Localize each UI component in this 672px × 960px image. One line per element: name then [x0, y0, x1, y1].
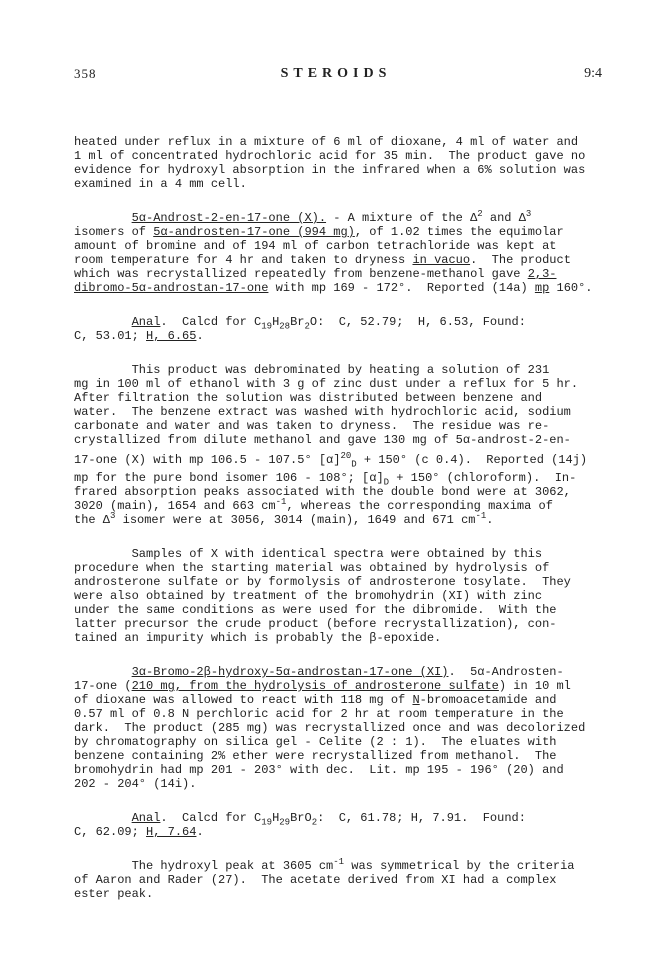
- text-line: Anal. Calcd for $C_{19}H_{28}Br_2O$: C, 52.79; H, 6.53, Found:: [131, 315, 526, 332]
- text-line: isomers of 5α-androsten-17-one (994 mg), of 1.02 times the equimolar: [74, 225, 564, 239]
- journal-title: STEROIDS: [280, 66, 392, 81]
- paragraph-reflux: [74, 135, 602, 191]
- text-line: the $\Delta^3$ isomer were at 3056, 3014 (main), 1649 and 671 $cm^{-1}$.: [74, 511, 494, 527]
- paragraph-samples: [74, 547, 602, 645]
- text-line: 17-one (210 mg, from the hydrolysis of androsterone sulfate) in 10 ml: [74, 679, 571, 693]
- paragraph-analysis-bromohydrin: [74, 811, 602, 839]
- text-line: dibromo-5α-androstan-17-one with mp 169 - 172°. Reported (14a) mp 160°.: [74, 281, 593, 295]
- text-line: bromohydrin had mp 201 - 203° with dec. Lit. mp 195 - 196° (20) and: [74, 763, 564, 777]
- text-line: amount of bromine and of 194 ml of carbon tetrachloride was kept at: [74, 239, 557, 253]
- paragraph-debromination: [74, 363, 602, 527]
- running-header: [0, 66, 672, 86]
- text-line: examined in a 4 mm cell.: [74, 177, 247, 191]
- text-line: C, 62.09; H, 7.64.: [74, 825, 204, 839]
- text-line: ester peak.: [74, 887, 154, 901]
- text-line: heated under reflux in a mixture of 6 ml of dioxane, 4 ml of water and: [74, 135, 579, 149]
- text-line: which was recrystallized repeatedly from benzene-methanol gave 2,3-: [74, 267, 557, 281]
- text-line: latter precursor the crude product (before recrystallization), con-: [74, 617, 557, 631]
- text-line: frared absorption peaks associated with the double bond were at 3062,: [74, 485, 571, 499]
- paragraph-androstenone: [74, 211, 602, 295]
- text-line: 202 - 204° (14i).: [74, 777, 197, 791]
- text-line: tained an impurity which is probably the β-epoxide.: [74, 631, 442, 645]
- text-line: mg in 100 ml of ethanol with 3 g of zinc dust under a reflux for 5 hr.: [74, 377, 579, 391]
- text-line: This product was debrominated by heating a solution of 231: [74, 363, 550, 377]
- text-line: by chromatography on silica gel - Celite (2 : 1). The eluates with: [74, 735, 557, 749]
- text-line: room temperature for 4 hr and taken to dryness in vacuo. The product: [74, 253, 571, 267]
- section-title-x: 5α-Androst-2-en-17-one (X).: [131, 211, 327, 225]
- text-line: 17-one (X) with mp 106.5 - 107.5° $[\alpha]^{20}_D + 150^\circ$ (c 0.4). Reported (14j): [74, 451, 588, 470]
- text-line: Samples of X with identical spectra were obtained by this: [74, 547, 543, 561]
- text-line: mp for the pure bond isomer 106 - 108°; $[\alpha]_D + 150^\circ$ (chloroform). In-: [74, 471, 577, 488]
- text-line: Anal. Calcd for $C_{19}H_{29}BrO_2$: C, 61.78; H, 7.91. Found:: [131, 811, 526, 828]
- text-line: carbonate and water and was taken to dryness. The residue was re-: [74, 419, 550, 433]
- volume-issue: 9:4: [584, 66, 602, 81]
- text-line: 5α-Androst-2-en-17-one (X). - A mixture of the $\Delta^2$ and $\Delta^3$: [131, 209, 532, 225]
- text-line: androsterone sulfate or by formolysis of androsterone tosylate. They: [74, 575, 571, 589]
- text-line: were also obtained by treatment of the bromohydrin (XI) with zinc: [74, 589, 543, 603]
- text-line: C, 53.01; H, 6.65.: [74, 329, 204, 343]
- text-line: of Aaron and Rader (27). The acetate derived from XI had a complex: [74, 873, 557, 887]
- text-line: 3α-Bromo-2β-hydroxy-5α-androstan-17-one (XI). 5α-Androsten-: [131, 665, 564, 679]
- text-line: dark. The product (285 mg) was recrystallized once and was decolorized: [74, 721, 586, 735]
- section-title-xi: 3α-Bromo-2β-hydroxy-5α-androstan-17-one (XI): [131, 665, 449, 679]
- text-line: of dioxane was allowed to react with 118 mg of N-bromoacetamide and: [74, 693, 557, 707]
- text-line: 1 ml of concentrated hydrochloric acid for 35 min. The product gave no: [74, 149, 586, 163]
- text-line: The hydroxyl peak at 3605 $cm^{-1}$ was symmetrical by the criteria: [74, 857, 575, 873]
- text-line: 3020 (main), 1654 and 663 $cm^{-1}$, whereas the corresponding maxima of: [74, 497, 553, 513]
- text-line: crystallized from dilute methanol and gave 130 mg of 5α-androst-2-en-: [74, 433, 571, 447]
- text-line: procedure when the starting material was obtained by hydrolysis of: [74, 561, 550, 575]
- text-line: After filtration the solution was distributed between benzene and: [74, 391, 543, 405]
- paragraph-hydroxyl-peak: [74, 859, 602, 901]
- text-line: benzene containing 2% ether were recrystallized from methanol. The: [74, 749, 557, 763]
- page-number: 358: [74, 66, 97, 81]
- text-line: evidence for hydroxyl absorption in the infrared when a 6% solution was: [74, 163, 586, 177]
- text-line: 0.57 ml of 0.8 N perchloric acid for 2 hr at room temperature in the: [74, 707, 564, 721]
- text-line: under the same conditions as were used for the dibromide. With the: [74, 603, 557, 617]
- text-line: water. The benzene extract was washed with hydrochloric acid, sodium: [74, 405, 571, 419]
- paragraph-bromohydrin: [74, 665, 602, 791]
- paragraph-analysis-dibromide: [74, 315, 602, 343]
- page-body: [74, 135, 602, 915]
